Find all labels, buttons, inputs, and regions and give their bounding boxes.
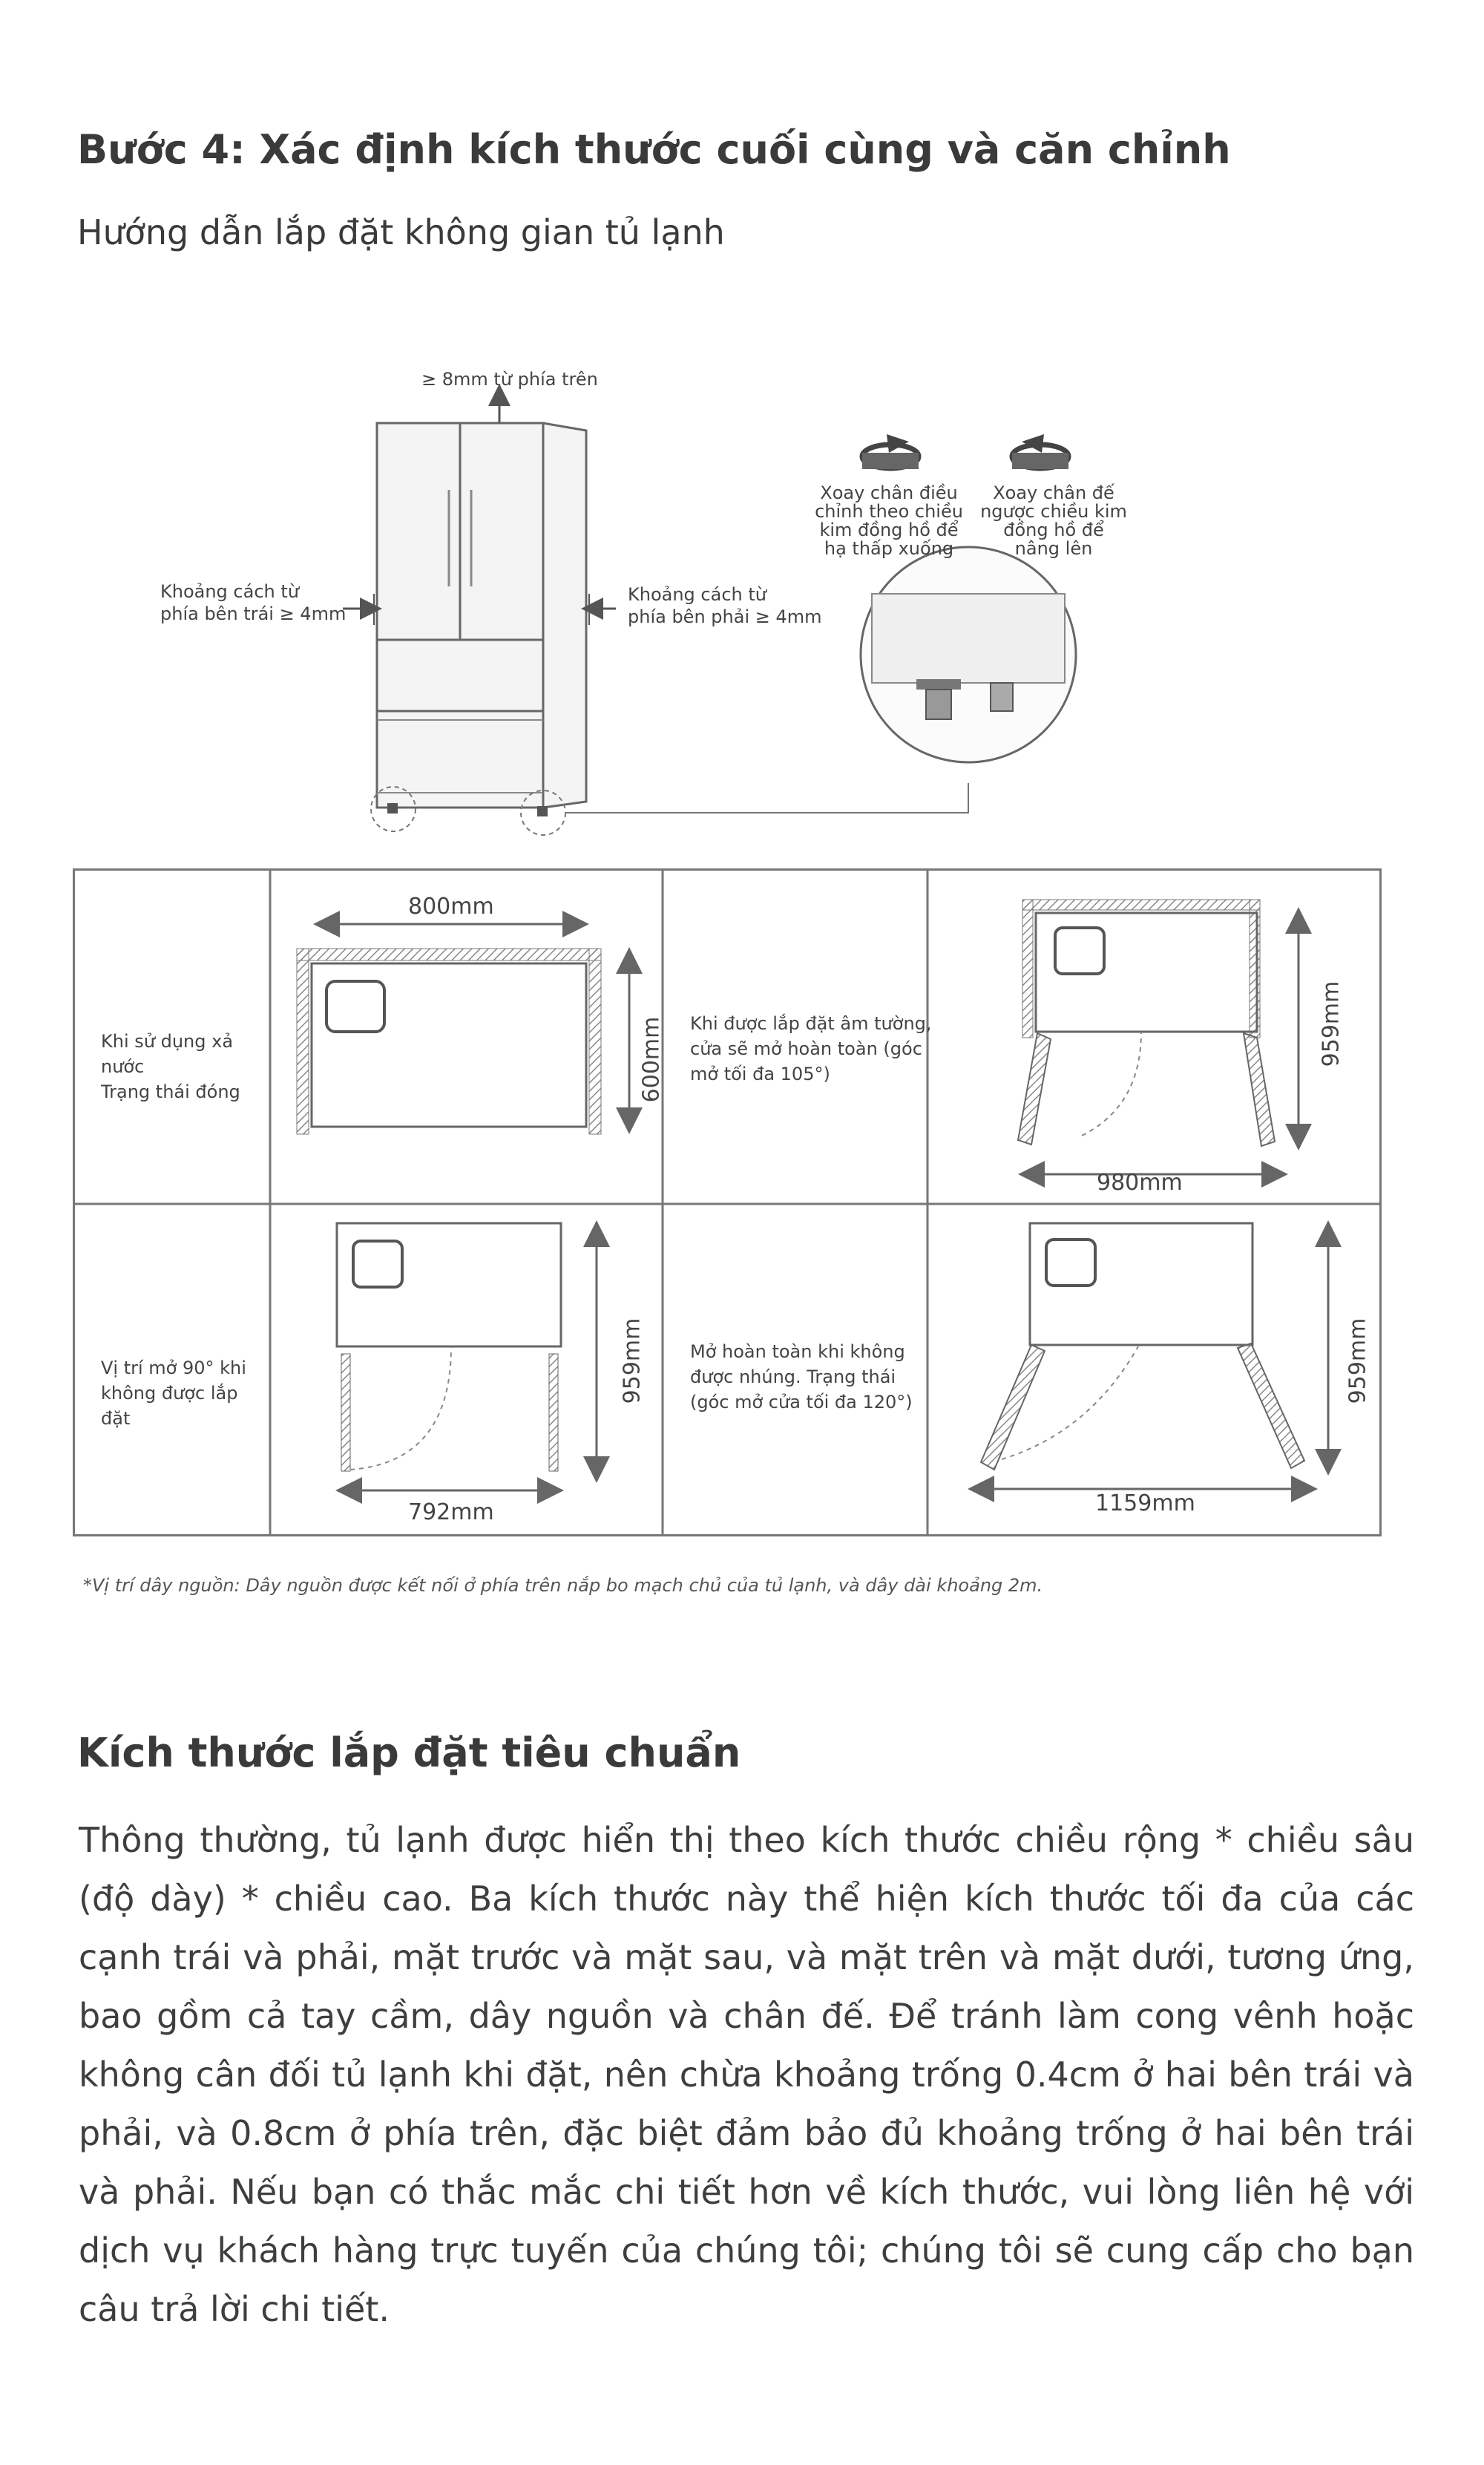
rotate-clockwise-icon xyxy=(862,434,919,469)
standard-title: Kích thước lắp đặt tiêu chuẩn xyxy=(77,1729,741,1776)
row1-left-label: Khi sử dụng xả nước Trạng thái đóng xyxy=(101,1031,240,1102)
step-subtitle: Hướng dẫn lắp đặt không gian tủ lạnh xyxy=(77,212,725,252)
row2-right-width: 1159mm xyxy=(1095,1490,1195,1516)
row2-right-label: Mở hoàn toàn khi không được nhúng. Trạng thái (góc mở cửa tối đa 120°) xyxy=(690,1341,913,1412)
row2-left-depth: 959mm xyxy=(619,1317,646,1404)
row1-left-width: 800mm xyxy=(408,894,494,920)
right-clearance-label: Khoảng cách từ phía bên phải ≥ 4mm xyxy=(628,584,822,627)
row1-right-width: 980mm xyxy=(1097,1170,1183,1196)
row2-right-depth: 959mm xyxy=(1345,1317,1371,1404)
left-clearance-label: Khoảng cách từ phía bên trái ≥ 4mm xyxy=(160,581,347,624)
row2-left-label: Vị trí mở 90° khi không được lắp đặt xyxy=(101,1358,246,1429)
rotate-counterclockwise-icon xyxy=(1012,434,1068,469)
standard-paragraph: Thông thường, tủ lạnh được hiển thị theo kích thước chiều rộng * chiều sâu (độ dày) * chiều cao. Ba kích thước này thể hiện kích thước tối đa của các cạnh trái và phải, mặt trước và mặt sau, và mặt trên và mặt dưới, tương ứng, bao gồm cả tay cầm, dây nguồn và chân đế. Để tránh làm cong vênh hoặc không cân đối tủ lạnh khi đặt, nên chừa khoảng trống 0.4cm ở hai bên trái và phải, và 0.8cm ở phía trên, đặc biệt đảm bảo đủ khoảng trống ở hai bên trái và phải. Nếu bạn có thắc mắc chi tiết hơn về kích thước, vui lòng liên hệ với dịch vụ khách hàng trực tuyến của chúng tôi; chúng tôi sẽ cung cấp cho bạn câu trả lời chi tiết. xyxy=(79,1820,1414,2329)
rotate-counter-label: Xoay chân đế ngược chiều kim đồng hồ để nâng lên xyxy=(980,482,1127,559)
row1-right-depth: 959mm xyxy=(1318,981,1345,1067)
top-clearance-label: ≥ 8mm từ phía trên xyxy=(421,369,598,390)
row1-right-label: Khi được lắp đặt âm tường, cửa sẽ mở hoàn toàn (góc mở tối đa 105°) xyxy=(690,1013,932,1084)
rotate-clockwise-label: Xoay chân điều chỉnh theo chiều kim đồng hồ để hạ thấp xuống xyxy=(815,482,963,559)
dimension-table-drawings xyxy=(73,868,1382,1536)
row1-left-depth: 600mm xyxy=(638,1016,665,1103)
footnote: *Vị trí dây nguồn: Dây nguồn được kết nối ở phía trên nắp bo mạch chủ của tủ lạnh, và dây dài khoảng 2m. xyxy=(83,1575,1043,1596)
row2-left-width: 792mm xyxy=(408,1499,494,1525)
step-title: Bước 4: Xác định kích thước cuối cùng và căn chỉnh xyxy=(77,126,1231,173)
